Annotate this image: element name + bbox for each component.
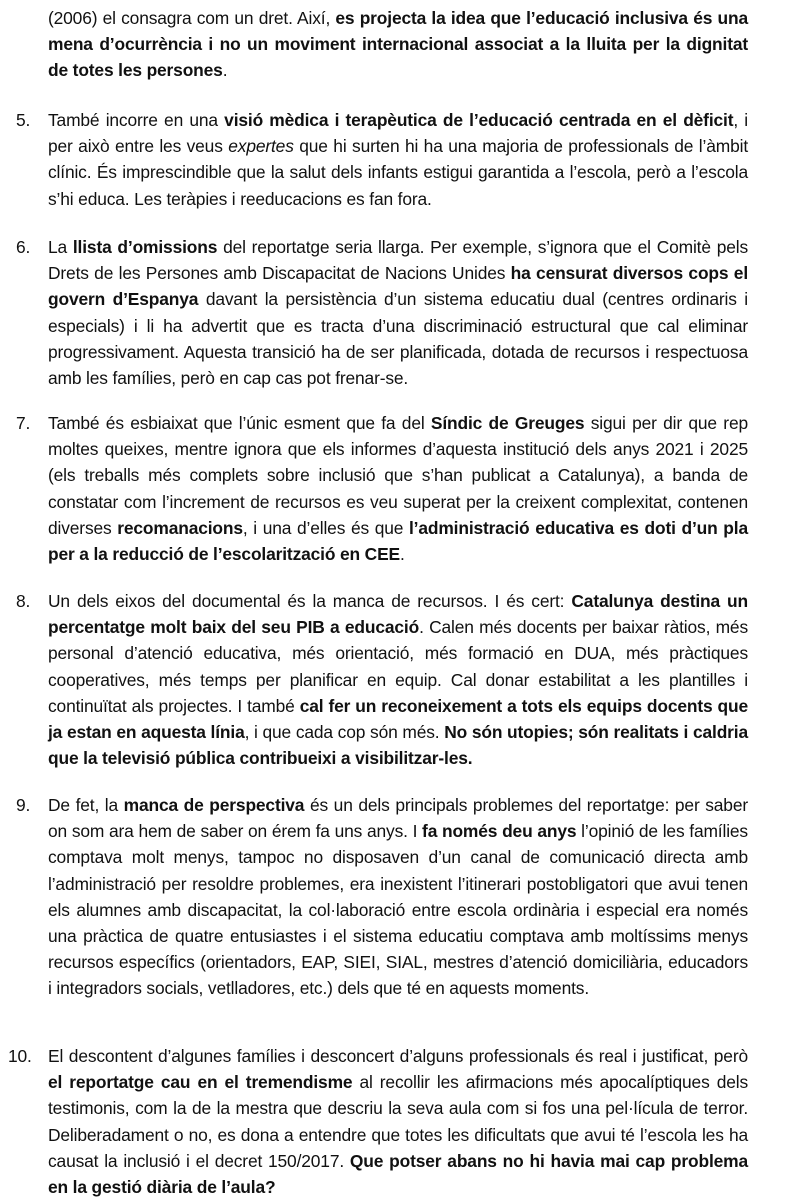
- list-item-text: [48, 588, 748, 771]
- list-item-text: [48, 792, 748, 1002]
- text-run: .: [222, 60, 228, 81]
- text-run: La: [48, 237, 73, 257]
- list-item-6: [16, 234, 749, 391]
- text-run-bold: cal fer un reconeixement a tots els equips docents que ja estan en aquesta línia: [48, 695, 748, 743]
- list-item-number: 5.: [16, 110, 31, 130]
- text-run: . Calen més docents per baixar ràtios, més personal d’atenció educativa, més orientació, més formació en DUA, més pràctiques cooperatives, més temps per planificar en equip. Cal donar estabilitat a les plantilles i continuïtat als projectes. I també: [48, 617, 748, 716]
- list-item-number: 6.: [16, 237, 31, 257]
- list-item-number: 8.: [16, 591, 31, 611]
- text-run-bold: Síndic de Greuges: [430, 413, 585, 433]
- text-run-bold: llista d’omissions: [72, 237, 218, 257]
- text-run: sigui per dir que rep moltes queixes, mentre ignora que els informes d’aquesta institució dels anys 2021 i 2025 (els treballs més complets sobre inclusió que s’han publicat a Catalunya), a banda de constatar com l’increment de recursos es veu superat per la creixent complexitat, contenen diverses: [48, 413, 748, 538]
- list-item-text: [48, 234, 748, 391]
- text-run: També és esbiaixat que l’únic esment que fa del: [48, 413, 431, 433]
- text-run-bold: l’administració educativa es doti d’un pla per a la reducció de l’escolarització en CEE: [48, 517, 748, 565]
- text-run: , i que cada cop són més.: [244, 722, 445, 743]
- list-item-text: [48, 107, 748, 212]
- text-run: , i per això entre les veus: [48, 110, 749, 157]
- list-item-7: [16, 410, 748, 567]
- text-run: l’opinió de les famílies comptava molt menys, tampoc no disposaven d’un canal de comunicació directa amb l’administració per resoldre problemes, era inexistent l’itinerari postobligatori que avui tenen els alumnes amb discapacitat, la col·laboració entre escola ordinària i especial era només una pràctica de quatre entusiastes i el sistema educatiu comptava amb moltíssims menys recursos específics (orientadors, EAP, SIEI, SIAL, mestres d’atenció domiciliària, educadors i integradors socials, vetlladores, etc.) dels que té en aquests moments.: [48, 821, 748, 999]
- text-run: El descontent d’algunes famílies i desconcert d’alguns professionals és real i justificat, però: [48, 1046, 748, 1066]
- list-item-text: [48, 1043, 748, 1200]
- text-run: és un dels principals problemes del reportatge: per saber on som ara hem de saber on érem fa uns anys. I: [48, 795, 748, 842]
- intro-paragraph: [48, 5, 748, 84]
- text-run: (2006) el consagra com un dret. Així,: [48, 8, 336, 28]
- list-item-10: [8, 1043, 749, 1200]
- list-item-text: [48, 410, 748, 567]
- text-run-italic: expertes: [228, 136, 294, 157]
- text-run-bold: recomanacions: [117, 517, 243, 538]
- list-item-8: [16, 588, 749, 771]
- text-run: De fet, la: [48, 795, 124, 815]
- text-run: .: [399, 544, 405, 565]
- text-run-bold: Catalunya destina un percentatge molt baix del seu PIB a educació: [48, 591, 748, 638]
- text-run-bold: el reportatge cau en el tremendisme: [48, 1072, 353, 1093]
- text-run: També incorre en una: [48, 110, 225, 130]
- list-item-number: 9.: [16, 795, 31, 815]
- text-run-bold: fa només deu anys: [422, 821, 577, 842]
- text-run-bold: ha censurat diversos cops el govern d’Espanya: [48, 263, 748, 310]
- text-run-bold: No són utopies; són realitats i caldria que la televisió pública contribueixi a visibilitzar-les.: [48, 722, 749, 769]
- list-item-number: 7.: [16, 413, 31, 433]
- text-run: Un dels eixos del documental és la manca de recursos. I és cert:: [48, 591, 572, 611]
- text-run: davant la persistència d’un sistema educatiu dual (centres ordinaris i especials) i li ha advertit que es tracta d’una discriminació estructural que cal eliminar progressivament. Aquesta transició ha de ser planificada, dotada de recursos i respectuosa amb les famílies, però en cap cas pot frenar-se.: [48, 289, 749, 389]
- text-run-bold: visió mèdica i terapèutica de l’educació centrada en el dèficit: [224, 110, 734, 130]
- list-item-5: [16, 107, 749, 212]
- text-run-bold: es projecta la idea que l’educació inclusiva és una mena d’ocurrència i no un moviment internacional associat a la lluita per la dignitat de totes les persones: [48, 8, 748, 81]
- list-item-number: 10.: [8, 1046, 32, 1066]
- text-run-bold: manca de perspectiva: [123, 795, 305, 815]
- text-run: al recollir les afirmacions més apocalíptiques dels testimonis, com la de la mestra que descriu la seva aula com si fos una pel·lícula de terror. Deliberadament o no, es dona a entendre que totes les dificultats que avui té l’escola les ha causat la inclusió i el decret 150/2017.: [48, 1072, 748, 1171]
- text-run: que hi surten hi ha una majoria de professionals de l’àmbit clínic. És imprescindible que la salut dels infants estigui garantida a l’escola, però a l’escola s’hi educa. Les teràpies i reeducacions es fan fora.: [48, 136, 749, 209]
- text-run: del reportatge seria llarga. Per exemple, s’ignora que el Comitè pels Drets de les Persones amb Discapacitat de Nacions Unides: [48, 237, 749, 284]
- text-run: , i una d’elles és que: [242, 517, 409, 538]
- text-run-bold: Que potser abans no hi havia mai cap problema en la gestió diària de l’aula?: [48, 1150, 749, 1198]
- list-item-9: [16, 792, 748, 1002]
